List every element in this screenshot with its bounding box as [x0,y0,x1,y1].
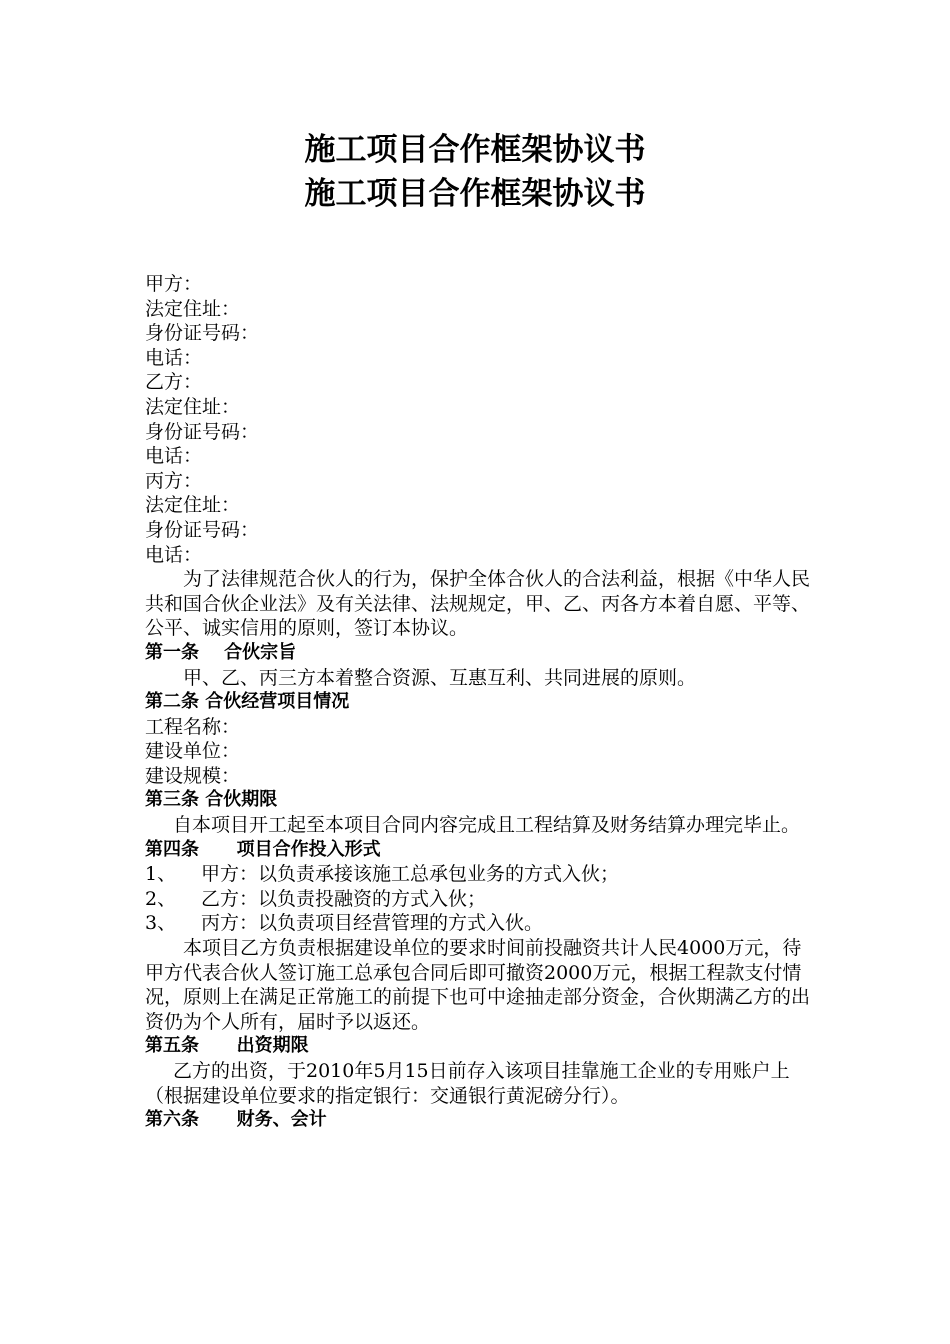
document-title-repeat: 施工项目合作框架协议书 [304,176,646,212]
party-line: 身份证号码： [145,322,260,345]
party-line: 法定住址： [145,297,241,320]
party-line: 法定住址： [145,494,241,517]
article4-list-item [145,911,813,936]
article1-heading: 第一条 合伙宗旨 [145,641,297,663]
list-number: 2、 [145,887,177,910]
party-line: 丙方： [145,469,203,492]
article4-list-item [145,887,813,912]
article4-list-item [145,862,813,887]
list-number: 3、 [145,912,177,935]
list-number: 1、 [145,863,177,886]
article3-heading: 第三条 合伙期限 [145,789,278,811]
document-title: 施工项目合作框架协议书 [304,132,646,168]
party-line: 乙方： [145,371,203,394]
article4-body: 本项目乙方负责根据建设单位的要求时间前投融资共计人民4000万元，待甲方代表合伙人签订施工总承包合同后即可撤资2000万元，根据工程款支付情况，原则上在满足正常施工的前提下也可中途抽走部分资金，合伙期满乙方的出资仍为个人所有，届时予以返还。 [145,937,811,1033]
article2-heading: 第二条 合伙经营项目情况 [145,691,350,713]
parties-block [145,272,813,567]
list-text: 甲方：以负责承接该施工总承包业务的方式入伙； [201,863,620,886]
party-line: 电话： [145,543,203,566]
article1-body: 甲、乙、丙三方本着整合资源、互惠互利、共同进展的原则。 [183,666,697,689]
article5-body: 乙方的出资，于2010年5月15日前存入该项目挂靠施工企业的专用账户上（根据建设单位要求的指定银行：交通银行黄泥磅分行）。 [145,1060,790,1107]
article2-item: 建设规模： [145,764,241,787]
party-line: 电话： [145,346,203,369]
party-line: 电话： [145,445,203,468]
article5-heading: 第五条 出资期限 [145,1035,309,1057]
party-line: 法定住址： [145,395,241,418]
party-line: 甲方： [145,273,203,295]
party-line: 身份证号码： [145,420,260,443]
article3-body: 自本项目开工起至本项目合同内容完成且工程结算及财务结算办理完毕止。 [173,814,801,837]
document-page [145,128,813,1133]
article4-heading: 第四条 项目合作投入形式 [145,838,381,860]
article6-heading: 第六条 财务、会计 [145,1109,327,1131]
article2-item: 建设单位： [145,740,241,763]
preamble-paragraph: 为了法律规范合伙人的行为，保护全体合伙人的合法利益，根据《中华人民共和国合伙企业法》及有关法律、法规规定，甲、乙、丙各方本着自愿、平等、公平、诚实信用的原则，签订本协议。 [145,568,811,640]
article2-item: 工程名称： [145,715,241,738]
list-text: 乙方：以负责投融资的方式入伙； [201,887,487,910]
party-line: 身份证号码： [145,518,260,541]
list-text: 丙方：以负责项目经营管理的方式入伙。 [201,912,544,935]
